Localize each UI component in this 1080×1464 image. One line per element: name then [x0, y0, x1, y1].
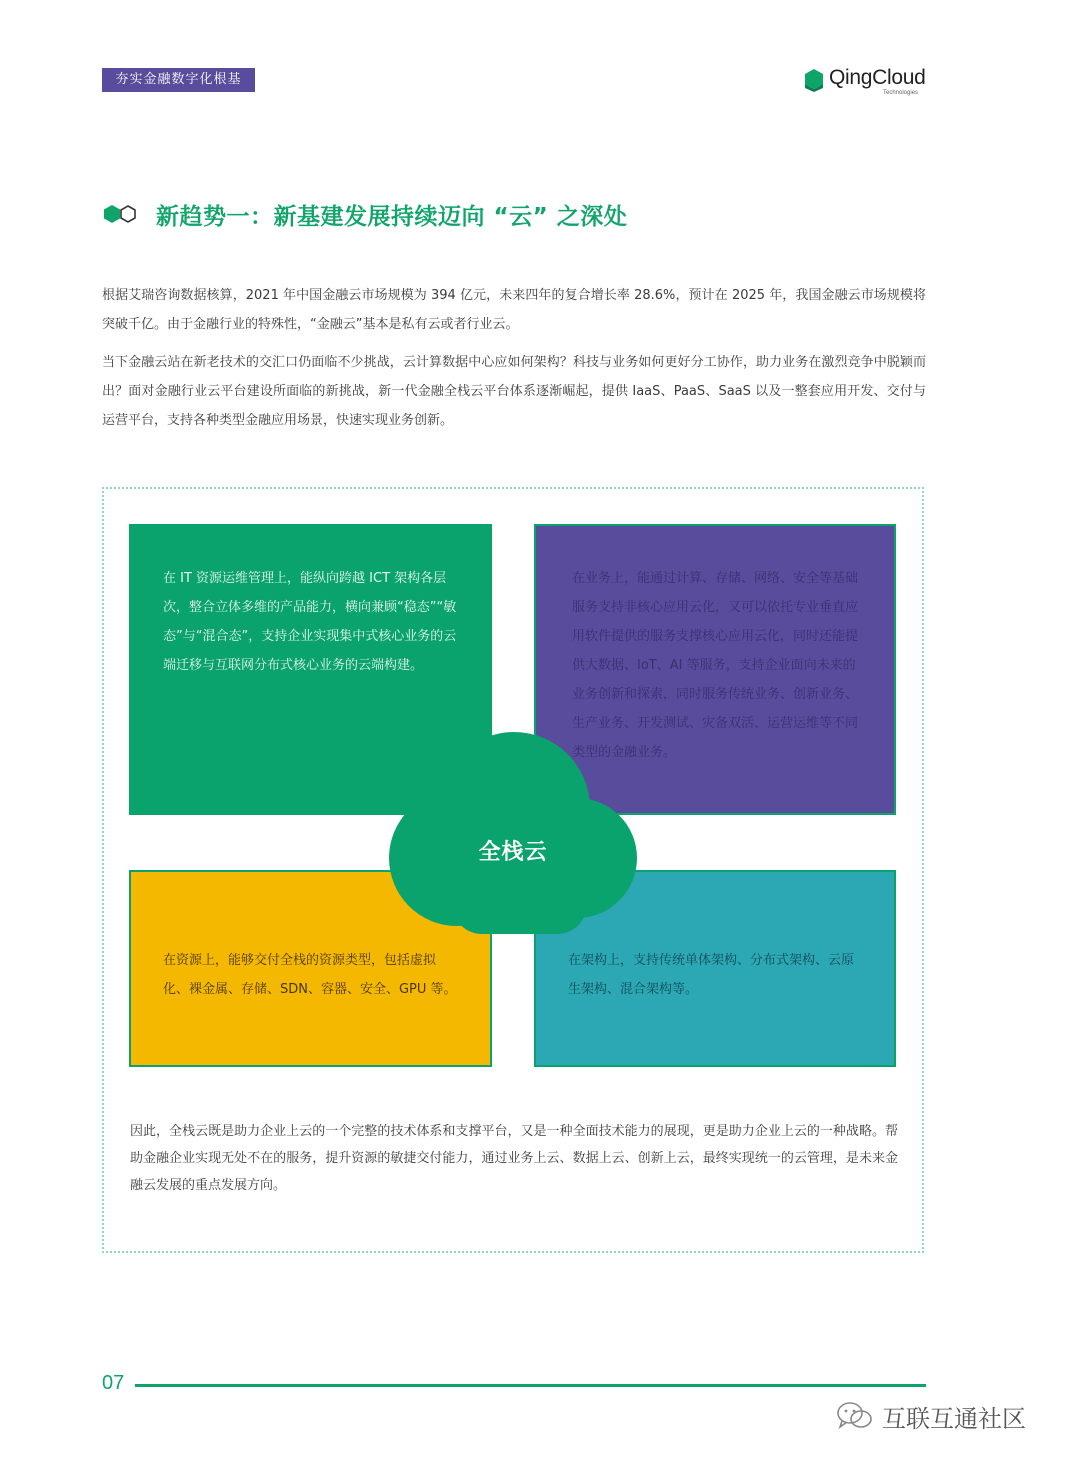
logo-subtitle: Technologies [883, 90, 919, 96]
hexagon-pair-icon [102, 204, 138, 224]
qingcloud-logo-icon [803, 68, 825, 92]
conclusion-paragraph: 因此，全栈云既是助力企业上云的一个完整的技术体系和支撑平台，又是一种全面技术能力的展现，更是助力企业上云的一种战略。帮助金融企业实现无处不在的服务，提升资源的敏捷交付能力，通过业务上云、数据上云、创新上云，最终实现统一的云管理，是未来金融云发展的重点发展方向。 [130, 1124, 898, 1193]
cloud-label: 全栈云 [478, 840, 548, 865]
logo-name: QingCloud [829, 66, 926, 89]
quadrant-it-operations: 在 IT 资源运维管理上，能纵向跨越 ICT 架构各层次，整合立体多维的产品能力，横向兼顾“稳态”“敏态”与“混合态”，支持企业实现集中式核心业务的云端迁移与互联网分布式核心业务的云端构建。 [129, 524, 492, 815]
intro-paragraph: 根据艾瑞咨询数据核算，2021 年中国金融云市场规模为 394 亿元，未来四年的复合增长率 28.6%，预计在 2025 年，我国金融云市场规模将突破千亿。由于金融行业的特殊性，“金融云”基本是私有云或者行业云。 [102, 288, 926, 332]
page-number: 07 [102, 1372, 125, 1394]
quadrant-architecture: 在架构上，支持传统单体架构、分布式架构、云原生架构、混合架构等。 [534, 870, 896, 1067]
quadrant-resources: 在资源上，能够交付全栈的资源类型，包括虚拟化、裸金属、存储、SDN、容器、安全、GPU 等。 [129, 870, 492, 1067]
wechat-icon [836, 1401, 874, 1431]
cloud-shape [382, 728, 644, 938]
section-heading [102, 196, 627, 232]
qingcloud-logo [803, 66, 933, 100]
section-title: 新趋势一：新基建发展持续迈向 “云” 之深处 [156, 203, 628, 230]
header-tag: 夯实金融数字化根基 [102, 68, 255, 92]
footer-divider [135, 1384, 926, 1387]
watermark [836, 1400, 1026, 1432]
quadrant-business: 在业务上，能通过计算、存储、网络、安全等基础服务支持非核心应用云化，又可以依托专业垂直应用软件提供的服务支撑核心应用云化，同时还能提供大数据、IoT、AI 等服务，支持企业面向未来的业务创新和探索，同时服务传统业务、创新业务、生产业务、开发测试、灾备双活、运营运维等不同类型的金融业务。 [534, 524, 896, 815]
watermark-text: 互联互通社区 [882, 1404, 1026, 1433]
challenge-paragraph: 当下金融云站在新老技术的交汇口仍面临不少挑战，云计算数据中心应如何架构？科技与业务如何更好分工协作，助力业务在激烈竞争中脱颖而出？面对金融行业云平台建设所面临的新挑战，新一代金融全栈云平台体系逐渐崛起，提供 IaaS、PaaS、SaaS 以及一整套应用开发、交付与运营平台，支持各种类型金融应用场景，快速实现业务创新。 [102, 355, 926, 428]
